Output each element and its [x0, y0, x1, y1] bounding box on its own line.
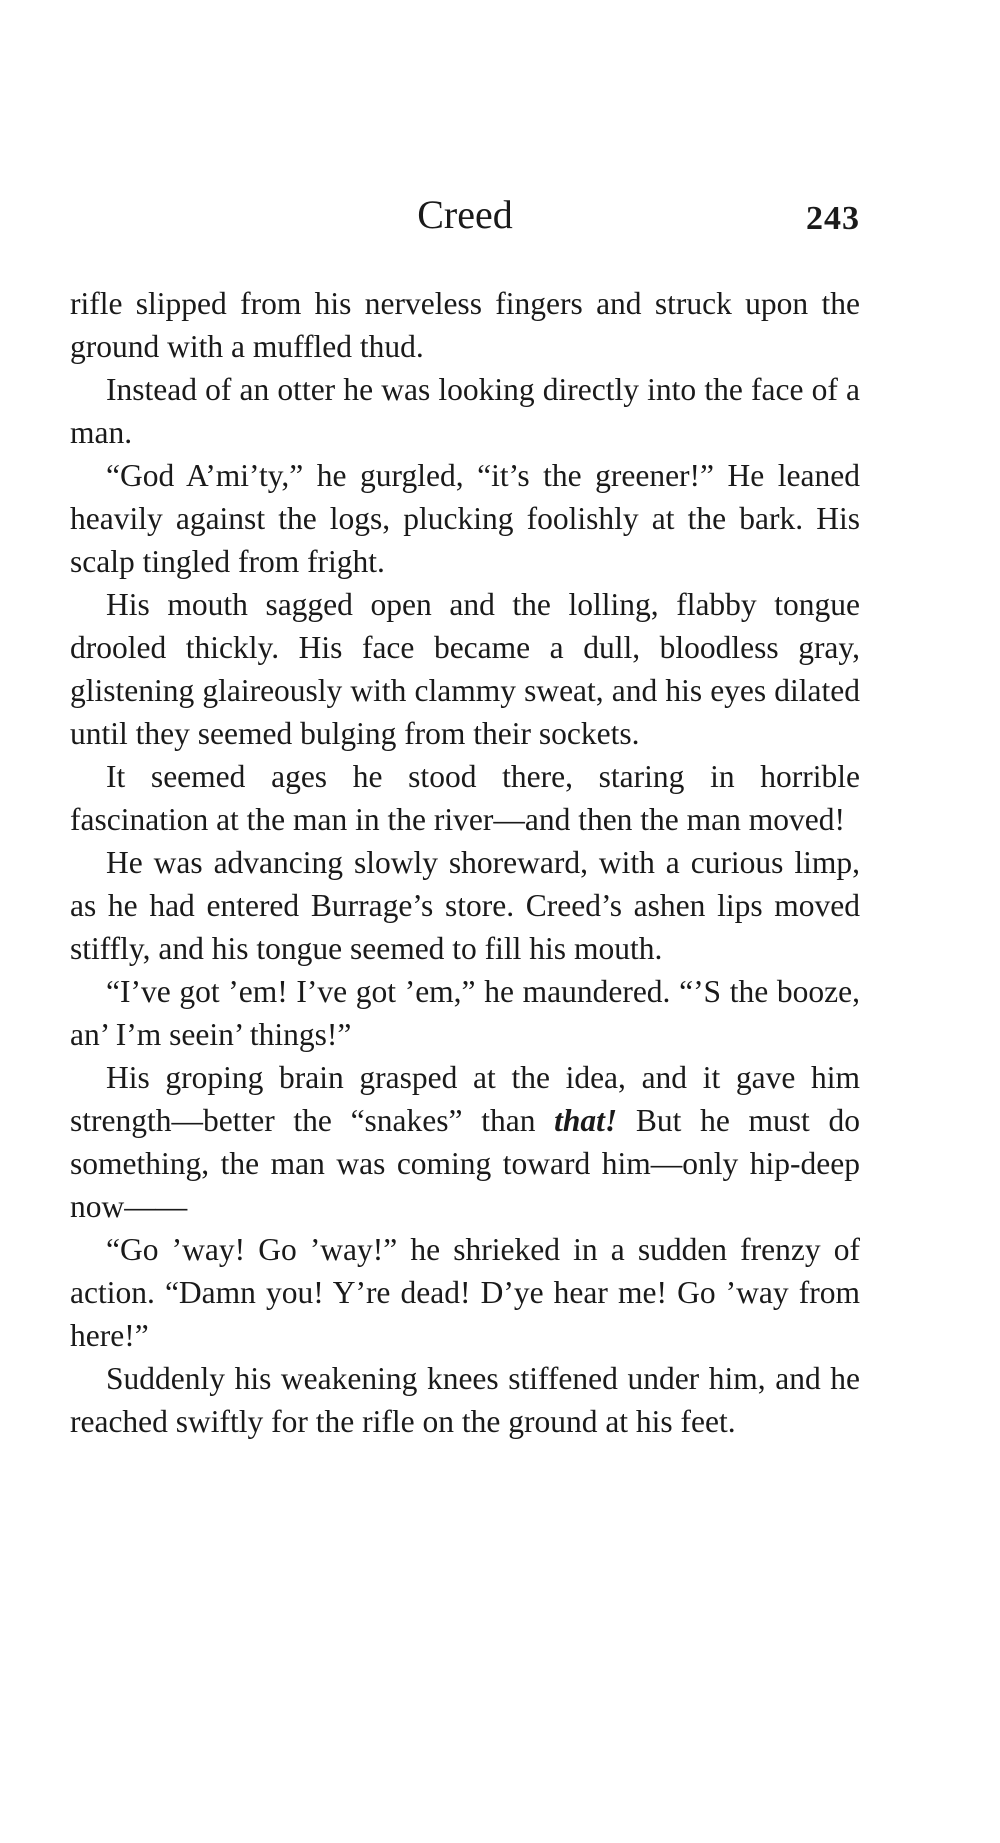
paragraph-5: It seemed ages he stood there, staring in horrible fascination at the man in the river—and then the man moved! [70, 759, 860, 837]
paragraph-9: “Go ’way! Go ’way!” he shrieked in a sudden frenzy of action. “Damn you! Y’re dead! D’ye hear me! Go ’way from here!” [70, 1232, 860, 1353]
paragraph-8-text-after: But he must do something, the man was coming toward him—only hip-deep now—— [70, 1103, 860, 1224]
paragraph-3: “God A’mi’ty,” he gurgled, “it’s the greener!” He leaned heavily against the logs, plucking foolishly at the bark. His scalp tingled from fright. [70, 458, 860, 579]
paragraph-8-emphasis: that! [554, 1103, 618, 1138]
paragraph-8-text-before: His groping brain grasped at the idea, and it gave him strength—better the “snakes” than [70, 1060, 860, 1138]
paragraph-4: His mouth sagged open and the lolling, flabby tongue drooled thickly. His face became a dull, bloodless gray, glistening glaireously with clammy sweat, and his eyes dilated until they seemed bulging from their sockets. [70, 587, 860, 751]
body-text [70, 282, 860, 1443]
paragraph-7: “I’ve got ’em! I’ve got ’em,” he maundered. “’S the booze, an’ I’m seein’ things!” [70, 974, 860, 1052]
page-header [70, 190, 860, 250]
running-title: Creed [417, 192, 513, 237]
paragraph-2: Instead of an otter he was looking directly into the face of a man. [70, 372, 860, 450]
page-number: 243 [806, 200, 860, 237]
paragraph-1: rifle slipped from his nerveless fingers and struck upon the ground with a muffled thud. [70, 286, 860, 364]
paragraph-6: He was advancing slowly shoreward, with a curious limp, as he had entered Burrage’s store. Creed’s ashen lips moved stiffly, and his tongue seemed to fill his mouth. [70, 845, 860, 966]
paragraph-10: Suddenly his weakening knees stiffened under him, and he reached swiftly for the rifle on the ground at his feet. [70, 1361, 860, 1439]
paragraph-8 [70, 1056, 860, 1228]
